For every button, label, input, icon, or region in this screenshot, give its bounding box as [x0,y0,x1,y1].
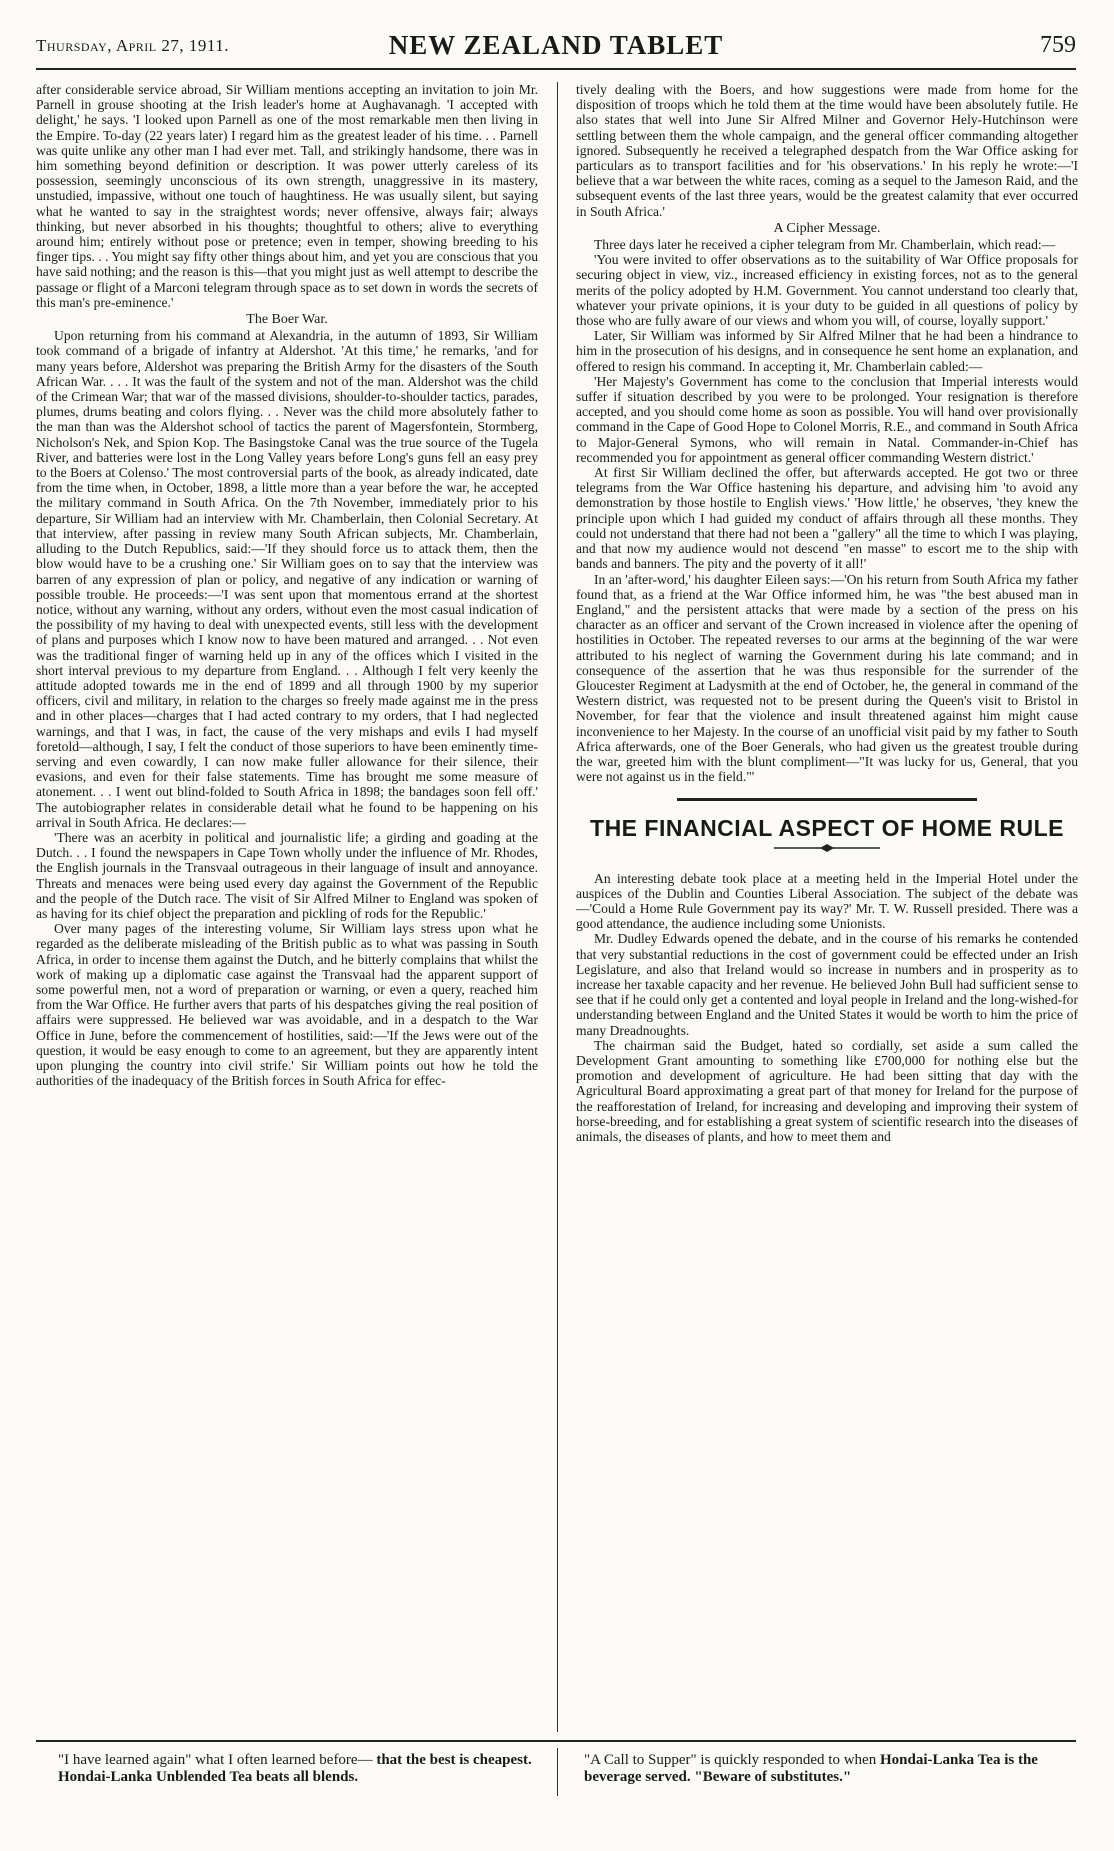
article-paragraph: after considerable service abroad, Sir William mentions accepting an invitation to join Mr. Parnell in grouse shooting at the Irish leader's home at Aughavanagh. 'I accepted with delight,' he says. 'I looked upon Parnell as one of the most remarkable men then living in the Empire. To-day (22 years later) I regard him as the greatest leader of his time. . . Parnell was quite unlike any other man I had ever met. Tall, and strikingly handsome, there was in him something beyond definition or description. It was power utterly careless of its possession, seemingly unconscious of its own strength, unaggressive in its mastery, unstudied, impassive, without one touch of haughtiness. He was usually silent, but saying what he wanted to say in the straightest words; never offensive, always fair; always thinking, but never absorbed in his thoughts; thoughtful to others; alive to everything around him; entirely without pose or pretence; even in temper, showing breeding to his finger tips. . . You might say fifty other things about him, and yet you are conscious that you have said nothing; and the reason is this—that you might just as well attempt to describe the passage or flight of a Marconi telegram through space as to set down in words the secrets of this man's pre-eminence.' [36,82,538,310]
article-paragraph: An interesting debate took place at a meeting held in the Imperial Hotel under the auspices of the Dublin and Counties Liberal Association. The subject of the debate was—'Could a Home Rule Government pay its way?' Mr. T. W. Russell presided. There was a good attendance, the audience including some Unionists. [576,870,1078,932]
column-divider [557,82,558,1732]
article-paragraph: 'You were invited to offer observations as to the suitability of War Office proposals for securing object in view, viz., increased efficiency in existing forces, not as to the general merits of the policy adopted by H.M. Government. You cannot understand too clearly that, whatever your private opinions, it is your duty to be guided in all questions of policy by those who are fully aware of our views and whom you will, of course, loyally support.' [576,252,1078,329]
right-column [576,82,1078,1727]
footer-advert-right [584,1752,1064,1786]
newspaper-title: NEW ZEALAND TABLET [388,30,724,60]
left-column [36,82,538,1727]
article-paragraph: Over many pages of the interesting volume, Sir William lays stress upon what he regarded as the deliberate misleading of the British public as to what was passing in South Africa, in order to incense them against the Dutch, and he bitterly complains that whilst the work of making up a diplomatic case against the Transvaal had the apparent support of some powerful men, not a word of preparation or warning, or even a query, reached him from the War Office. He further avers that parts of his despatches giving the real position of affairs were suppressed. He believed war was avoidable, and in a despatch to the War Office in June, before the commencement of hostilities, said:—'If the Jews were out of the question, it would be easy enough to come to an agreement, but they are apparently intent upon plunging the country into civil strife.' Sir William points out how he told the authorities of the inadequacy of the British forces in South Africa for effec- [36,921,538,1089]
ornament-rule-icon [772,843,882,853]
section-subheading: The Boer War. [246,312,328,328]
footer-divider [557,1748,558,1796]
advert-text: "I have learned again" what I often learned before— [58,1752,373,1768]
footer-rule [36,1740,1076,1742]
article-paragraph: 'Her Majesty's Government has come to the conclusion that Imperial interests would suffer if situation described by you were to be prolonged. Your resignation is therefore accepted, and you should come home as soon as possible. You will hand over provisionally command in the Cape of Good Hope to Colonel Morris, R.E., and command in South Africa to Major-General Symons, who will remain in Natal. Commander-in-Chief has recommended you for appointment as general officer commanding Western district.' [576,373,1078,465]
section-subheading: A Cipher Message. [773,220,881,236]
article-paragraph: Upon returning from his command at Alexandria, in the autumn of 1893, Sir William took command of a brigade of infantry at Aldershot. 'At this time,' he remarks, 'and for many years before, Aldershot was preparing the British Army for the disasters of the South African War. . . . It was the fault of the system and not of the man. Aldershot was the child of the Crimean War; that war of the massed divisions, shoulder-to-shoulder tactics, parades, plumes, drums beating and colors flying. . . Never was the child more absolutely father to the man than was the Aldershot school of tactics the parent of Magersfontein, Stormberg, Nicholson's Nek, and Spion Kop. The Basingstoke Canal was the true source of the Tugela River, and batteries were lost in the Long Valley years before Long's guns fell an easy prey to the Boers at Colenso.' The most controversial parts of the book, as already indicated, date from the time when, in October, 1898, a little more than a year before the war, he accepted the military command in South Africa. On the 7th November, immediately prior to his departure, Sir William had an interview with Mr. Chamberlain, then Colonial Secretary. At that interview, after passing in review many South African subjects, Mr. Chamberlain, alluding to the Dutch Republics, said:—'If they should force us to attack them, then the blow would have to be a crushing one.' Sir William goes on to say that the interview was barren of any expression of plan or policy, and negative of any indication or warning of possible trouble. He proceeds:—'I was sent upon that momentous errand at the shortest notice, without any warning, without any orders, without even the most casual indication of the possibility of my having to deal with unexpected events, still less with the development of plans and purposes which I know now to have been matured and arranged. . . Not even was the traditional finger of warning held up in any of the offices which I visited in the short interval previous to my departure from England. . . Although I felt very keenly the attitude adopted towards me in the end of 1899 and all through 1900 by my superior officers, civil and military, in relation to the charges so freely made against me in the press and in other places—charges that I had acted contrary to my orders, that I had neglected warnings, and that I was, in fact, the cause of the very mishaps and evils I had myself foretold—although, I say, I felt the conduct of those superiors to have been eminently time-serving and even cowardly, I can now make fuller allowance for their silence, their evasions, and even for their false statements. Time has brought me some measure of atonement. . . I went out blind-folded to South Africa in 1898; the bandages soon fell off.' The autobiographer relates in considerable detail what he found to be happening on his arrival in South Africa. He declares:— [36,328,538,830]
article-paragraph: tively dealing with the Boers, and how suggestions were made from home for the disposition of troops which he told them at the time would have been absolutely futile. He also states that well into June Sir Alfred Milner and Governor Hely-Hutchinson were settling between them the whole campaign, and the general officer commanding altogether ignored. Subsequently he received a telegraphed despatch from the War Office asking for particulars as to transport facilities and for 'his observations.' In his reply he wrote:—'I believe that a war between the white races, coming as a sequel to the Jameson Raid, and the subsequent events of the last three years, would be the greatest calamity that ever occurred in South Africa.' [576,82,1078,219]
advert-text: "A Call to Supper" is quickly responded to when [584,1752,877,1768]
issue-date: Thursday, April 27, 1911. [36,36,230,55]
article-headline: THE FINANCIAL ASPECT OF HOME RULE [590,815,1064,842]
advert-bold-text: that the best is cheapest. Hondai-Lanka Unblended Tea beats all blends. [58,1752,532,1785]
article-paragraph: Mr. Dudley Edwards opened the debate, and in the course of his remarks he contended that very substantial reductions in the cost of government could be effected under an Irish Legislature, and also that Ireland would so increase in numbers and in prosperity as to increase her taxable capacity and her revenue. He believed John Bull had sufficient sense to see that if he could only get a contented and loyal people in Ireland and the long-wished-for understanding between England and the United States it would be worth to him the price of many Dreadnoughts. [576,931,1078,1038]
page-number: 759 [1040,32,1076,58]
advert-bold-text: Hondai-Lanka Tea is the beverage served. "Beware of substitutes." [584,1752,1038,1785]
article-paragraph: The chairman said the Budget, hated so cordially, set aside a sum called the Development Grant amounting to something like £700,000 for nothing else but the promotion and development of agriculture. He had been sitting that day with the Agricultural Board approximating a great part of that money for Ireland for the purpose of the reafforestation of Ireland, for increasing and developing and improving their system of horse-breeding, and for establishing a great system of scientific research into the diseases of animals, the diseases of plants, and how to meet them and [576,1037,1078,1144]
article-paragraph: 'There was an acerbity in political and journalistic life; a girding and goading at the Dutch. . . I found the newspapers in Cape Town wholly under the influence of Mr. Rhodes, the English journals in the Transvaal outrageous in their language of insult and annoyance. Threats and menaces were being used every day against the Government of the Republic and the people of the Dutch race. The visit of Sir Alfred Milner to England was spoken of as having for its chief object the preparation and pickling of rods for the Republic.' [36,829,538,921]
article-paragraph: In an 'after-word,' his daughter Eileen says:—'On his return from South Africa my father found that, as a friend at the War Office informed him, he was "the best abused man in England," and the persistent attacks that were made by a section of the press on his character as an officer and servant of the Crown increased in violence after the opening of hostilities in October. The repeated reverses to our arms at the beginning of the war were attributed to his neglect of warning the Government during his late command; and in consequence of the assertion that he was thus responsible for the surrender of the Gloucester Regiment at Ladysmith at the end of October, he, the general in command of the Western district, was requested not to be present during the Queen's visit to Bristol in November, for fear that the violence and insult threatened against him might cause inconvenience to her Majesty. In the course of an unofficial visit paid by my father to South Africa afterwards, one of the Boer Generals, who had given us the greatest trouble during the war, greeted him with the blunt compliment—"It was lucky for us, General, that you were not against us in the field."' [576,571,1078,785]
article-paragraph: Later, Sir William was informed by Sir Alfred Milner that he had been a hindrance to him in the prosecution of his designs, and in consequence he sent home an explanation, and offered to resign his command. In accepting it, Mr. Chamberlain cabled:— [576,328,1078,374]
article-paragraph: Three days later he received a cipher telegram from Mr. Chamberlain, which read:— [594,237,1056,253]
article-paragraph: At first Sir William declined the offer, but afterwards accepted. He got two or three telegrams from the War Office hastening his departure, and advising him 'to avoid any demonstration by those hostile to English views.' 'How little,' he observes, 'they knew the principle upon which I had guided my conduct of affairs through all these months. They could not understand that there had not been a "gallery" all the time to which I was playing, and that now my audience would not descend "en masse" to escort me to the ship with bands and banners. The pity and the poverty of it all!' [576,465,1078,572]
article-separator-rule [677,798,977,801]
footer-advert-left [58,1752,538,1786]
masthead [36,28,1076,70]
